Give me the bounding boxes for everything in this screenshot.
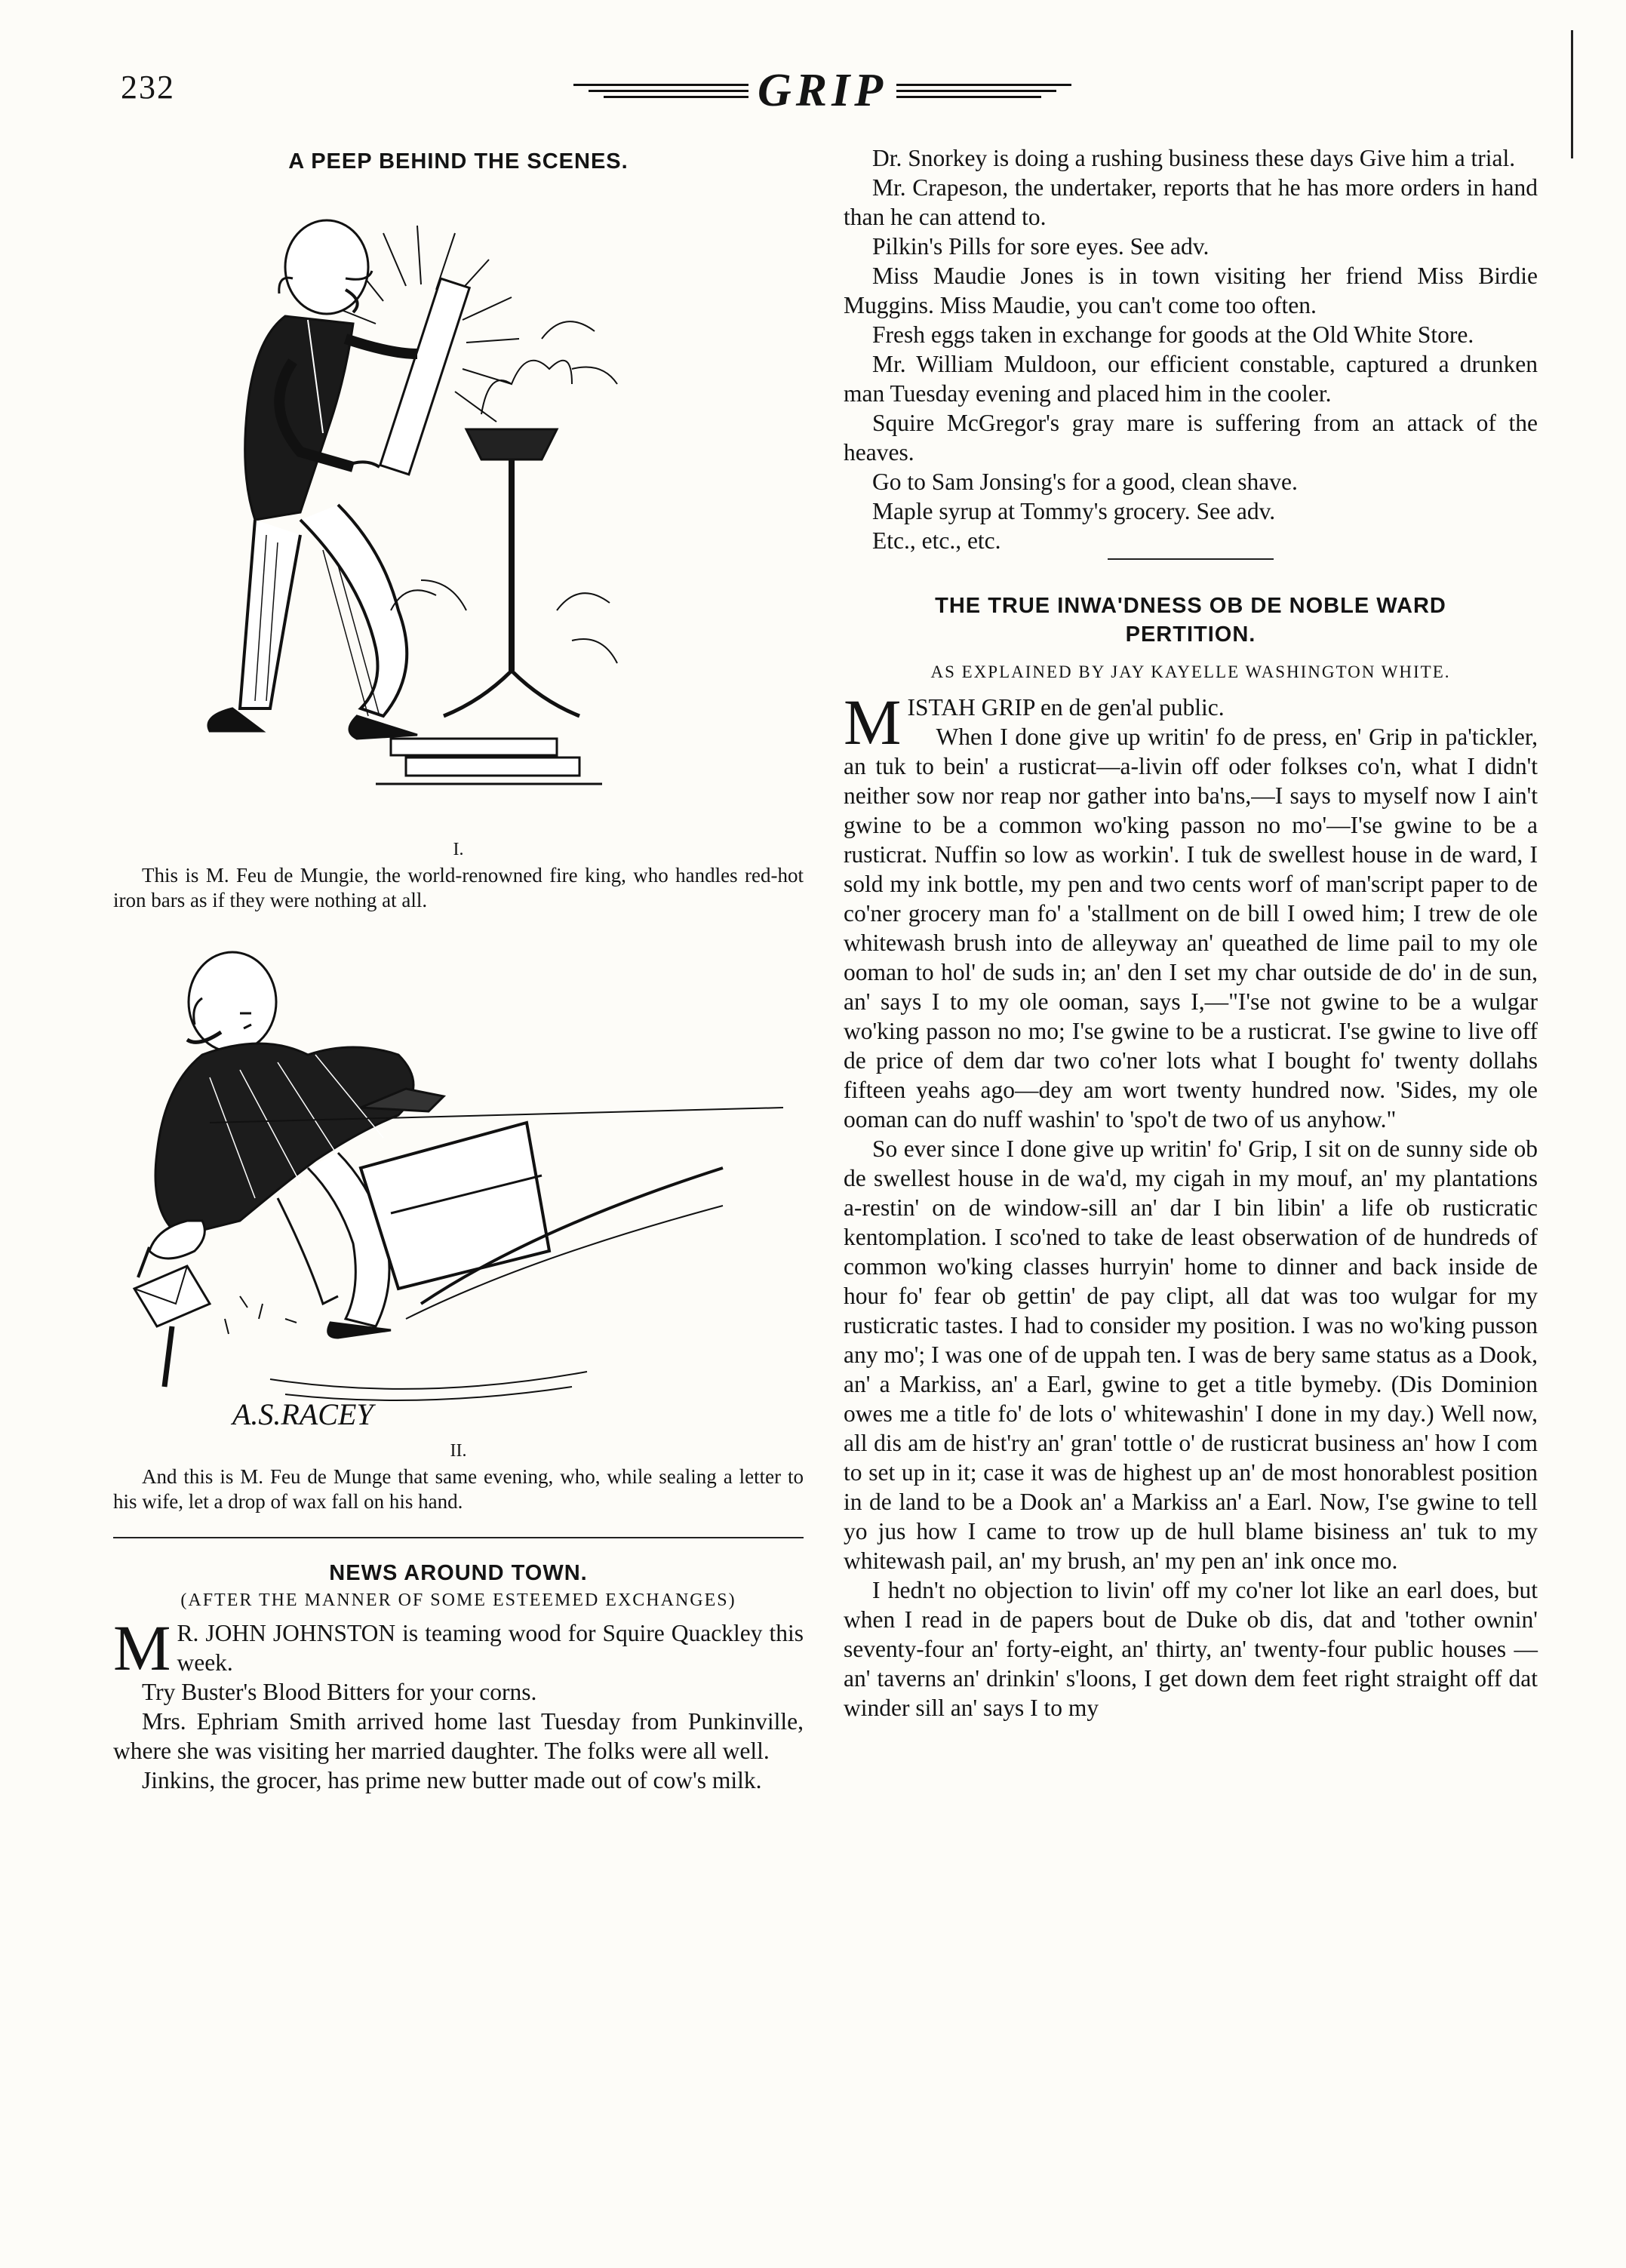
wax-seal-illustration	[119, 942, 798, 1440]
news-item: Mrs. Ephriam Smith arrived home last Tuesday from Punkinville, where she was visiting her married daughter. The folks were all well.	[113, 1708, 804, 1764]
fire-king-illustration	[119, 188, 798, 837]
masthead-left-rules	[573, 84, 748, 98]
news-item: Jinkins, the grocer, has prime new butter made out of cow's milk.	[142, 1767, 762, 1793]
news-continued-item: Fresh eggs taken in exchange for goods at the Old White Store.	[872, 321, 1474, 348]
fig2-numeral: II.	[450, 1441, 467, 1461]
ward-paragraph: I hedn't no objection to livin' off my co'ner lot like an earl does, but when I read in de papers bout de Duke ob dis, dat and 'tother ownin' seventy-four an' forty-eight, an' thirty, an' twenty-four public houses —an' taverns an' drinkin' s'loons, I get down dem feet right straight off dat winder sill an' says I to my	[844, 1577, 1538, 1721]
fig1-numeral: I.	[453, 840, 464, 859]
news-continued-item: Pilkin's Pills for sore eyes. See adv.	[872, 233, 1210, 260]
news-first-text: R. JOHN JOHNSTON is teaming wood for Squire Quackley this week.	[177, 1620, 804, 1676]
news-drop-cap: M	[113, 1612, 171, 1684]
masthead	[573, 64, 1071, 116]
page-number: 232	[121, 69, 175, 106]
right-column	[844, 143, 1538, 1723]
page-edge-rule	[1571, 30, 1573, 158]
news-continued-item: Dr. Snorkey is doing a rushing business these days Give him a trial.	[872, 145, 1516, 171]
masthead-title: GRIP	[757, 64, 888, 116]
news-continued-item: Maple syrup at Tommy's grocery. See adv.	[872, 498, 1276, 524]
news-continued-item: Mr. Crapeson, the undertaker, reports that he has more orders in hand than he can attend to.	[844, 174, 1538, 230]
ward-opening	[844, 686, 1538, 758]
news-continued-item: Go to Sam Jonsing's for a good, clean shave.	[872, 469, 1298, 495]
news-continued-item: Miss Maudie Jones is in town visiting her friend Miss Birdie Muggins. Miss Maudie, you can't come too often.	[844, 263, 1538, 318]
section-divider	[113, 1537, 804, 1538]
news-continued-item: Squire McGregor's gray mare is suffering from an attack of the heaves.	[844, 410, 1538, 466]
fig1-caption: This is M. Feu de Mungie, the world-renowned fire king, who handles red-hot iron bars as if they were nothing at all.	[113, 864, 804, 911]
news-subtitle: (AFTER THE MANNER OF SOME ESTEEMED EXCHANGES)	[180, 1590, 736, 1610]
news-continued-item: Etc., etc., etc.	[872, 527, 1001, 554]
fig2-caption: And this is M. Feu de Munge that same evening, who, while sealing a letter to his wife, let a drop of wax fall on his hand.	[113, 1465, 804, 1513]
peep-title: A PEEP BEHIND THE SCENES.	[288, 149, 629, 174]
masthead-right-rules	[896, 84, 1071, 98]
ward-title: THE TRUE INWA'DNESS OB DE NOBLE WARD PERTITION.	[935, 594, 1446, 647]
news-title: NEWS AROUND TOWN.	[329, 1561, 588, 1585]
short-divider	[1108, 558, 1274, 560]
news-continued-item: Mr. William Muldoon, our efficient constable, captured a drunken man Tuesday evening and placed him in the cooler.	[844, 351, 1538, 407]
ward-paragraph: So ever since I done give up writin' fo' Grip, I sit on de sunny side ob de swellest house in de wa'd, my cigah in my mouf, an' my plantations a-restin' on de window-sill an' dar I bin libin' a life ob rusticratic kentomplation. I sco'ned to take de least obserwation of de hundreds of common wo'king classes hurryin' home to dinner and back inside de hour fo' fear ob gettin' de pay clipt, all dat was too wulgar for my rusticratic tastes. I had to consider my position. I was no wo'king pusson any mo'; I was one of de uppah ten. I was de bery same status as a Dook, an' a Markiss, an' a Earl, gwine to get a title bymeby. (Dis Dominion owes me a title fo' de lots o' whitewashin' I done in my day.) Well now, all dis am de hist'ry an' gran' tottle o' de rusticrat business an' how I com to set up in it; case it was de highest up an' de most honorablest position in de land to be a Dook an' a Markiss an' a Earl. Now, I'se gwine to tell yo jus how I came to trow up de hull blame bisiness an' tuk to my whitewash pail, an' my brush, an' my pen an' ink once mo.	[844, 1136, 1538, 1574]
ward-paragraph: When I done give up writin' fo de press, en' Grip in pa'tickler, an tuk to bein' a rusticrat—a-livin off oder folkses co'n, what I didn't neither sow nor reap nor gather into ba'ns,—I says to myself now I ain't gwine to be a common wo'king passon no mo'—I'se gwine to be a rusticrat. Nuffin so low as workin'. I tuk de swellest house in de ward, I sold my ink bottle, my pen and two cents worf of man'script paper to de co'ner grocery man fo' a 'stallment on de bill I owed him; I trew de ole whitewash brush into de alleyway an' queathed de lime pail to my ole ooman to hol' de suds in; an' den I set my char outside de do' in de sun, an' says I to my ole ooman, says I,—"I'se not gwine to be a wulgar wo'king passon no mo; I'se gwine to be a rusticrat. I'se gwine to live off de price of dem dar two co'ner lots what I bought fo' twenty dollahs fifteen yeahs ago—dey am wort twenty hundred now. 'Sides, my ole ooman can do nuff washin' to 'spo't de two of us anyhow."	[844, 724, 1538, 1132]
ward-opening-text: ISTAH GRIP en de gen'al public.	[907, 694, 1225, 721]
artist-signature: A.S.RACEY	[232, 1397, 373, 1431]
page-header	[0, 64, 1626, 128]
news-first-item	[113, 1612, 804, 1684]
news-item: Try Buster's Blood Bitters for your corns.	[142, 1679, 537, 1705]
ward-byline: AS EXPLAINED BY JAY KAYELLE WASHINGTON WHITE.	[930, 662, 1451, 681]
left-column	[113, 143, 804, 1795]
ward-drop-cap: M	[844, 686, 902, 758]
